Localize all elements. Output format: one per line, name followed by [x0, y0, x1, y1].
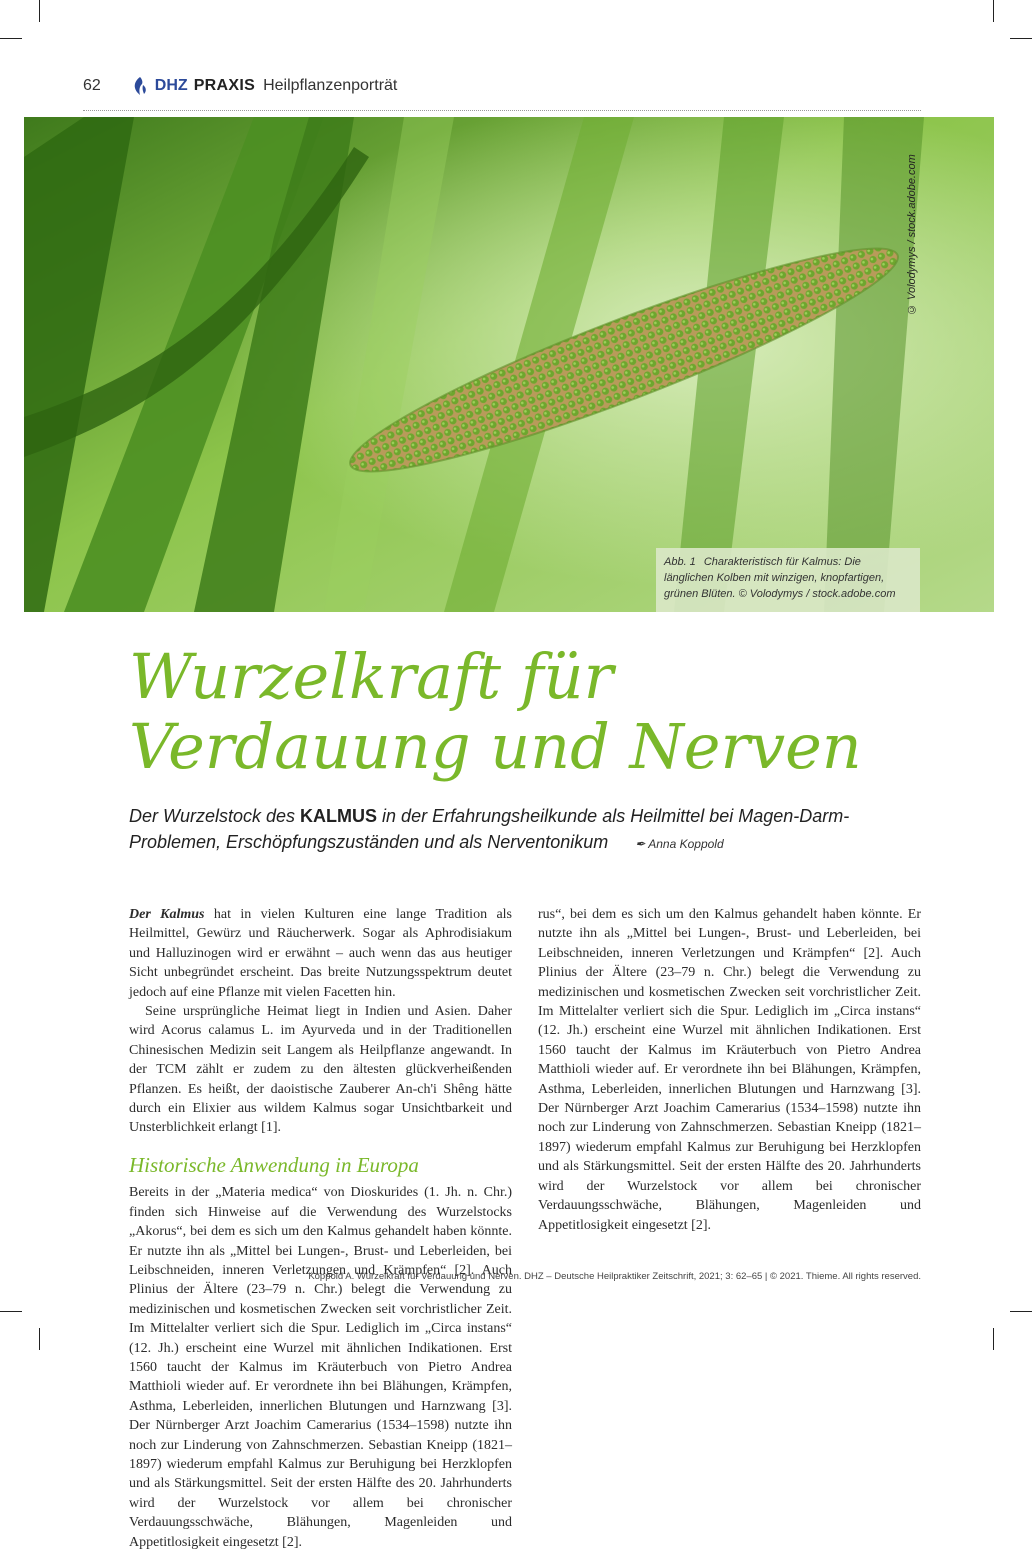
- paragraph-text: hat in vielen Kulturen eine lange Tradition als Heilmittel, Gewürz und Räucherwerk. Sogar als Aphrodisiakum und Halluzinogen wird er erwähnt – auch wenn das aus heutiger Sicht unbegründet erscheint. Das breite Nutzungsspektrum deutet jedoch auf eine Pflanze mit vielen Facetten hin.: [129, 907, 512, 1000]
- paragraph-continued: [538, 905, 921, 1235]
- header-rule: [83, 110, 921, 111]
- body-column-left: [129, 905, 512, 1550]
- pen-icon: ✒: [635, 837, 646, 851]
- section-name: Heilpflanzenporträt: [263, 77, 398, 94]
- brand-praxis: PRAXIS: [193, 77, 256, 94]
- photo-credit: © Volodymys / stock.adobe.com: [906, 154, 918, 315]
- running-header: [83, 74, 397, 98]
- subtitle-text-rest: in der Erfahrungsheilkunde als Heilmittel bei Magen-Darm-Problemen, Erschöpfungszuständen und als Nerventonikum: [129, 806, 850, 852]
- citation-footer: Koppold A. Wurzelkraft für Verdauung und Nerven. DHZ – Deutsche Heilpraktiker Zeitschrift, 2021; 3: 62–65 | © 2021. Thieme. All rights reserved.: [308, 1271, 921, 1282]
- kalmus-photo-illustration: [24, 117, 994, 612]
- title-line-1: Wurzelkraft für: [129, 640, 614, 713]
- crop-mark: [993, 1328, 994, 1350]
- caption-text: Charakteristisch für Kalmus: Die länglichen Kolben mit winzigen, knopfartigen, grünen Blüten. © Volodymys / stock.adobe.com: [664, 556, 896, 600]
- crop-mark: [0, 38, 22, 39]
- kalmus-photo: [24, 117, 994, 612]
- crop-mark: [0, 1311, 22, 1312]
- page-number: 62: [83, 77, 101, 94]
- subtitle-text: Der Wurzelstock des: [129, 806, 301, 826]
- caption-label: Abb. 1: [664, 556, 696, 568]
- body-column-right: [538, 905, 921, 1235]
- article-title: [129, 642, 949, 782]
- section-heading: Historische Anwendung in Europa: [129, 1152, 419, 1177]
- subtitle-keyword: KALMUS: [300, 806, 378, 826]
- crop-mark: [1010, 38, 1032, 39]
- brand-dhz: DHZ: [154, 77, 188, 94]
- crop-mark: [1010, 1311, 1032, 1312]
- crop-mark: [39, 0, 40, 22]
- paragraph-text-continued: rus“, bei dem es sich um den Kalmus gehandelt haben könnte. Er nutzte ihn als „Mittel bei Lungen-, Brust- und Leberleiden, bei Leibschneiden, inneren Verletzungen und Krämpfen“ [2]. Auch Plinius der Ältere (23–79 n. Chr.) belegt die Verwendung zu medizinischen und kosmetischen Zwecken seit vorchristlicher Zeit. Im Mittelalter verliert sich die Spur. Lediglich im „Circa instans“ (12. Jh.) erscheint eine Wurzel mit ähnlichen Indikationen. Erst 1560 taucht der Kalmus im Kräuterbuch von Pietro Andrea Matthioli wieder auf. Er verordnete ihn bei Blähungen, Krämpfen, Asthma, Leberleiden, innerlichen Blutungen und Harnzwang [3]. Der Nürnberger Arzt Joachim Camerarius (1534–1598) nutzte ihn noch zur Linderung von Zahnschmerzen. Sebastian Kneipp (1821–1897) wiederum empfahl Kalmus zur Beruhigung bei Herzklopfen und als Stärkungsmittel. Seit der ersten Hälfte des 20. Jahrhunderts wird der Wurzelstock vor allem bei chronischer Verdauungsschwäche, Blähungen, Magenleiden und Appetitlosigkeit eingesetzt [2].: [538, 907, 921, 1233]
- paragraph-flow: [129, 1183, 512, 1550]
- dhz-logo-icon: [131, 76, 149, 96]
- author-name: Anna Koppold: [648, 837, 724, 851]
- paragraph: [129, 905, 512, 1002]
- crop-mark: [993, 0, 994, 22]
- figure-caption: [656, 548, 920, 612]
- article-subtitle: [129, 803, 889, 857]
- paragraph-text: Bereits in der „Materia medica“ von Dioskurides (1. Jh. n. Chr.) finden sich Hinweise auf die Verwendung des Wurzelstocks „Akorus“, bei dem es sich um den Kalmus gehandelt haben könnte. Er nutzte ihn als „Mittel bei Lungen-, Brust- und Leberleiden, bei Leibschneiden, inneren Verletzungen und Krämpfen“ [2]. Auch Plinius der Ältere (23–79 n. Chr.) belegt die Verwendung zu medizinischen und kosmetischen Zwecken seit vorchristlicher Zeit. Im Mittelalter verliert sich die Spur. Lediglich im „Circa instans“ (12. Jh.) erscheint eine Wurzel mit ähnlichen Indikationen. Erst 1560 taucht der Kalmus im Kräuterbuch von Pietro Andrea Matthioli wieder auf. Er verordnete ihn bei Blähungen, Krämpfen, Asthma, Leberleiden, innerlichen Blutungen und Harnzwang [3]. Der Nürnberger Arzt Joachim Camerarius (1534–1598) nutzte ihn noch zur Linderung von Zahnschmerzen. Sebastian Kneipp (1821–1897) wiederum empfahl Kalmus zur Beruhigung bei Herzklopfen und als Stärkungsmittel. Seit der ersten Hälfte des 20. Jahrhunderts wird der Wurzelstock vor allem bei chronischer Verdauungsschwäche, Blähungen, Magenleiden und Appetitlosigkeit eingesetzt [2].: [129, 1185, 512, 1550]
- lead-term: Der Kalmus: [129, 907, 205, 922]
- title-line-2: Verdauung und Nerven: [129, 710, 862, 783]
- author-byline: [635, 837, 723, 851]
- crop-mark: [39, 1328, 40, 1350]
- paragraph: Seine ursprüngliche Heimat liegt in Indien und Asien. Daher wird Acorus calamus L. im Ayurveda und in der Traditionellen Chinesischen Medizin seit Langem als Heilpflanze angewandt. In der TCM zählt er zudem zu den ältesten glückverheißenden Pflanzen. Es heißt, der daoistische Zauberer An-ch'i Shêng hätte durch ein Elixier aus wildem Kalmus sogar Unsichtbarkeit und Unsterblichkeit erlangt [1].: [129, 1004, 512, 1136]
